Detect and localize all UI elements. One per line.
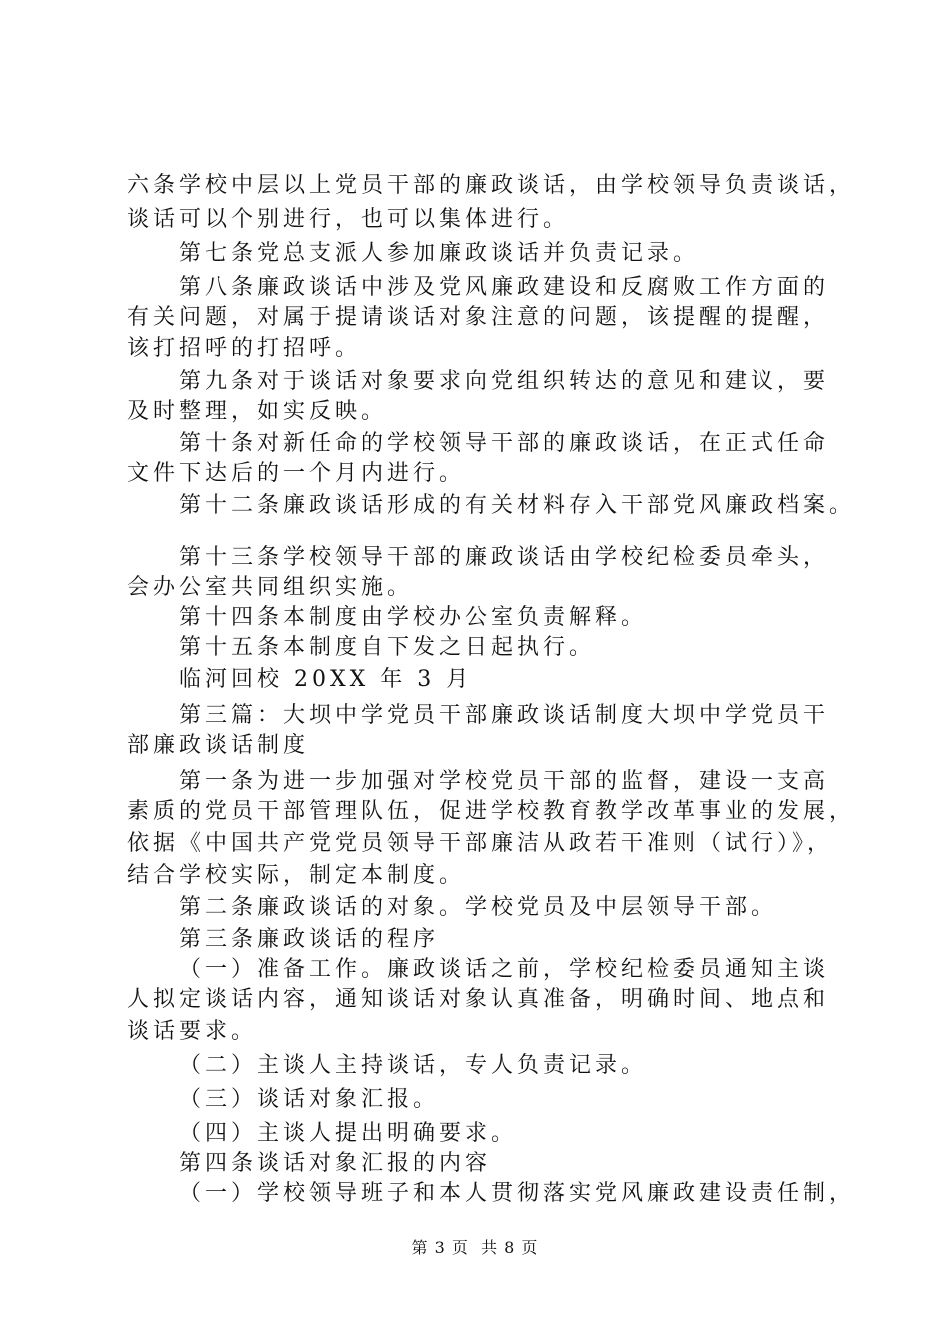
text-line: 第十条对新任命的学校领导干部的廉政谈话，在正式任命 bbox=[179, 431, 830, 456]
text-line: 第七条党总支派人参加廉政谈话并负责记录。 bbox=[179, 241, 700, 266]
text-line: 第三条廉政谈话的程序 bbox=[179, 927, 440, 952]
text-line: 第十四条本制度由学校办公室负责解释。 bbox=[179, 605, 648, 630]
text-line: 结合学校实际，制定本制度。 bbox=[127, 863, 466, 888]
text-line: 文件下达后的一个月内进行。 bbox=[127, 461, 466, 486]
text-line: 谈话可以个别进行，也可以集体进行。 bbox=[127, 207, 570, 232]
text-line: 第十五条本制度自下发之日起执行。 bbox=[179, 635, 596, 660]
text-line: 第四条谈话对象汇报的内容 bbox=[179, 1151, 492, 1176]
text-line: 第九条对于谈话对象要求向党组织转达的意见和建议，要 bbox=[179, 369, 830, 394]
text-line: 六条学校中层以上党员干部的廉政谈话，由学校领导负责谈话， bbox=[127, 173, 856, 198]
text-line: 第三篇：大坝中学党员干部廉政谈话制度大坝中学党员干 bbox=[179, 703, 830, 728]
text-line: 第一条为进一步加强对学校党员干部的监督，建设一支高 bbox=[179, 769, 830, 794]
text-line: 第八条廉政谈话中涉及党风廉政建设和反腐败工作方面的 bbox=[179, 275, 830, 300]
text-line: 人拟定谈话内容，通知谈话对象认真准备，明确时间、地点和 bbox=[127, 987, 830, 1012]
text-line: 第十三条学校领导干部的廉政谈话由学校纪检委员牵头， bbox=[179, 545, 830, 570]
text-line: 该打招呼的打招呼。 bbox=[127, 336, 362, 361]
text-line: （四）主谈人提出明确要求。 bbox=[179, 1121, 518, 1146]
text-line: 第十二条廉政谈话形成的有关材料存入干部党风廉政档案。 bbox=[179, 493, 856, 518]
text-line: 及时整理，如实反映。 bbox=[127, 399, 388, 424]
page-number-footer: 第 3 页 共 8 页 bbox=[411, 1238, 539, 1257]
text-line: （一）学校领导班子和本人贯彻落实党风廉政建设责任制， bbox=[179, 1181, 856, 1206]
text-line: 临河回校 20XX 年 3 月 bbox=[179, 667, 473, 692]
text-line: （一）准备工作。廉政谈话之前，学校纪检委员通知主谈 bbox=[179, 957, 830, 982]
text-line: 依据《中国共产党党员领导干部廉洁从政若干准则（试行）》， bbox=[127, 831, 834, 856]
text-line: 有关问题，对属于提请谈话对象注意的问题，该提醒的提醒， bbox=[127, 305, 830, 330]
text-line: 素质的党员干部管理队伍，促进学校教育教学改革事业的发展， bbox=[127, 799, 856, 824]
text-line: 谈话要求。 bbox=[127, 1019, 258, 1044]
text-line: （二）主谈人主持谈话，专人负责记录。 bbox=[179, 1053, 648, 1078]
text-line: 第二条廉政谈话的对象。学校党员及中层领导干部。 bbox=[179, 895, 778, 920]
text-line: 部廉政谈话制度 bbox=[127, 733, 310, 758]
text-line: （三）谈话对象汇报。 bbox=[179, 1087, 440, 1112]
text-line: 会办公室共同组织实施。 bbox=[127, 575, 414, 600]
